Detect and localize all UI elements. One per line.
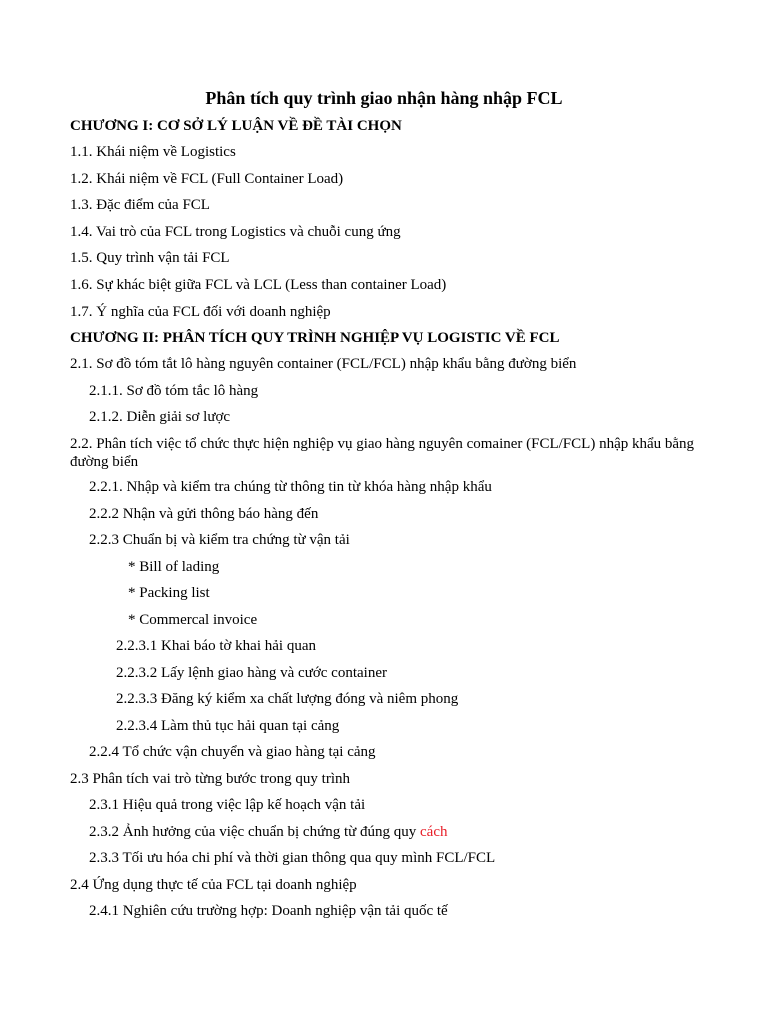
toc-item-2-3-2 <box>89 823 448 841</box>
toc-item-1-6: 1.6. Sự khác biệt giữa FCL và LCL (Less than container Load) <box>70 277 447 293</box>
toc-item-2-2-3-2: 2.2.3.2 Lấy lệnh giao hàng và cước container <box>116 665 387 681</box>
toc-item-2-3-2-text: 2.3.2 Ảnh hưởng của việc chuẩn bị chứng từ đúng quy <box>89 824 421 840</box>
chapter-1-heading: CHƯƠNG I: CƠ SỞ LÝ LUẬN VỀ ĐỀ TÀI CHỌN <box>70 118 402 134</box>
chapter-2-heading: CHƯƠNG II: PHÂN TÍCH QUY TRÌNH NGHIỆP VỤ LOGISTIC VỀ FCL <box>70 330 560 346</box>
document-type-bill-of-lading: * Bill of lading <box>128 559 220 575</box>
toc-item-1-5: 1.5. Quy trình vận tải FCL <box>70 250 230 266</box>
toc-item-2-3-3: 2.3.3 Tối ưu hóa chi phí và thời gian thông qua quy mình FCL/FCL <box>89 850 496 866</box>
toc-item-1-2: 1.2. Khái niệm về FCL (Full Container Load) <box>70 171 344 187</box>
document-type-commercial-invoice: * Commercal invoice <box>128 612 258 628</box>
toc-item-1-7: 1.7. Ý nghĩa của FCL đối với doanh nghiệp <box>70 304 331 320</box>
toc-item-2-2-4: 2.2.4 Tổ chức vận chuyển và giao hàng tại cảng <box>89 744 376 760</box>
toc-item-2-2: 2.2. Phân tích việc tổ chức thực hiện nghiệp vụ giao hàng nguyên comainer (FCL/FCL) nhập khẩu bằng đường biển <box>70 436 695 470</box>
toc-item-2-2-3-3: 2.2.3.3 Đăng ký kiểm xa chất lượng đóng và niêm phong <box>116 691 459 707</box>
toc-item-2-2-3: 2.2.3 Chuẩn bị và kiểm tra chứng từ vận tải <box>89 532 350 548</box>
toc-item-2-1-1: 2.1.1. Sơ đồ tóm tắc lô hàng <box>89 383 259 399</box>
toc-item-2-2-3-1: 2.2.3.1 Khai báo tờ khai hải quan <box>116 638 316 654</box>
toc-item-2-2-2: 2.2.2 Nhận và gửi thông báo hàng đến <box>89 506 319 522</box>
toc-item-2-3: 2.3 Phân tích vai trò từng bước trong quy trình <box>70 771 350 787</box>
toc-item-2-3-1: 2.3.1 Hiệu quả trong việc lập kế hoạch vận tải <box>89 797 366 813</box>
toc-item-1-4: 1.4. Vai trò của FCL trong Logistics và chuỗi cung ứng <box>70 224 401 240</box>
toc-item-1-3: 1.3. Đặc điểm của FCL <box>70 197 210 213</box>
toc-item-2-2-3-4: 2.2.3.4 Làm thủ tục hải quan tại cảng <box>116 718 340 734</box>
toc-item-2-2-1: 2.2.1. Nhập và kiểm tra chúng từ thông tin từ khóa hàng nhập khẩu <box>89 479 492 495</box>
toc-item-1-1: 1.1. Khái niệm về Logistics <box>70 144 236 160</box>
toc-item-2-1-2: 2.1.2. Diễn giải sơ lược <box>89 409 231 425</box>
highlighted-word: cách <box>420 824 448 840</box>
document-title: Phân tích quy trình giao nhận hàng nhập FCL <box>205 88 563 108</box>
toc-item-2-1: 2.1. Sơ đồ tóm tắt lô hàng nguyên container (FCL/FCL) nhập khẩu bằng đường biển <box>70 356 577 372</box>
document-type-packing-list: * Packing list <box>128 585 210 601</box>
toc-item-2-4: 2.4 Ứng dụng thực tế của FCL tại doanh nghiệp <box>70 877 357 893</box>
toc-item-2-4-1: 2.4.1 Nghiên cứu trường hợp: Doanh nghiệp vận tải quốc tế <box>89 903 448 919</box>
